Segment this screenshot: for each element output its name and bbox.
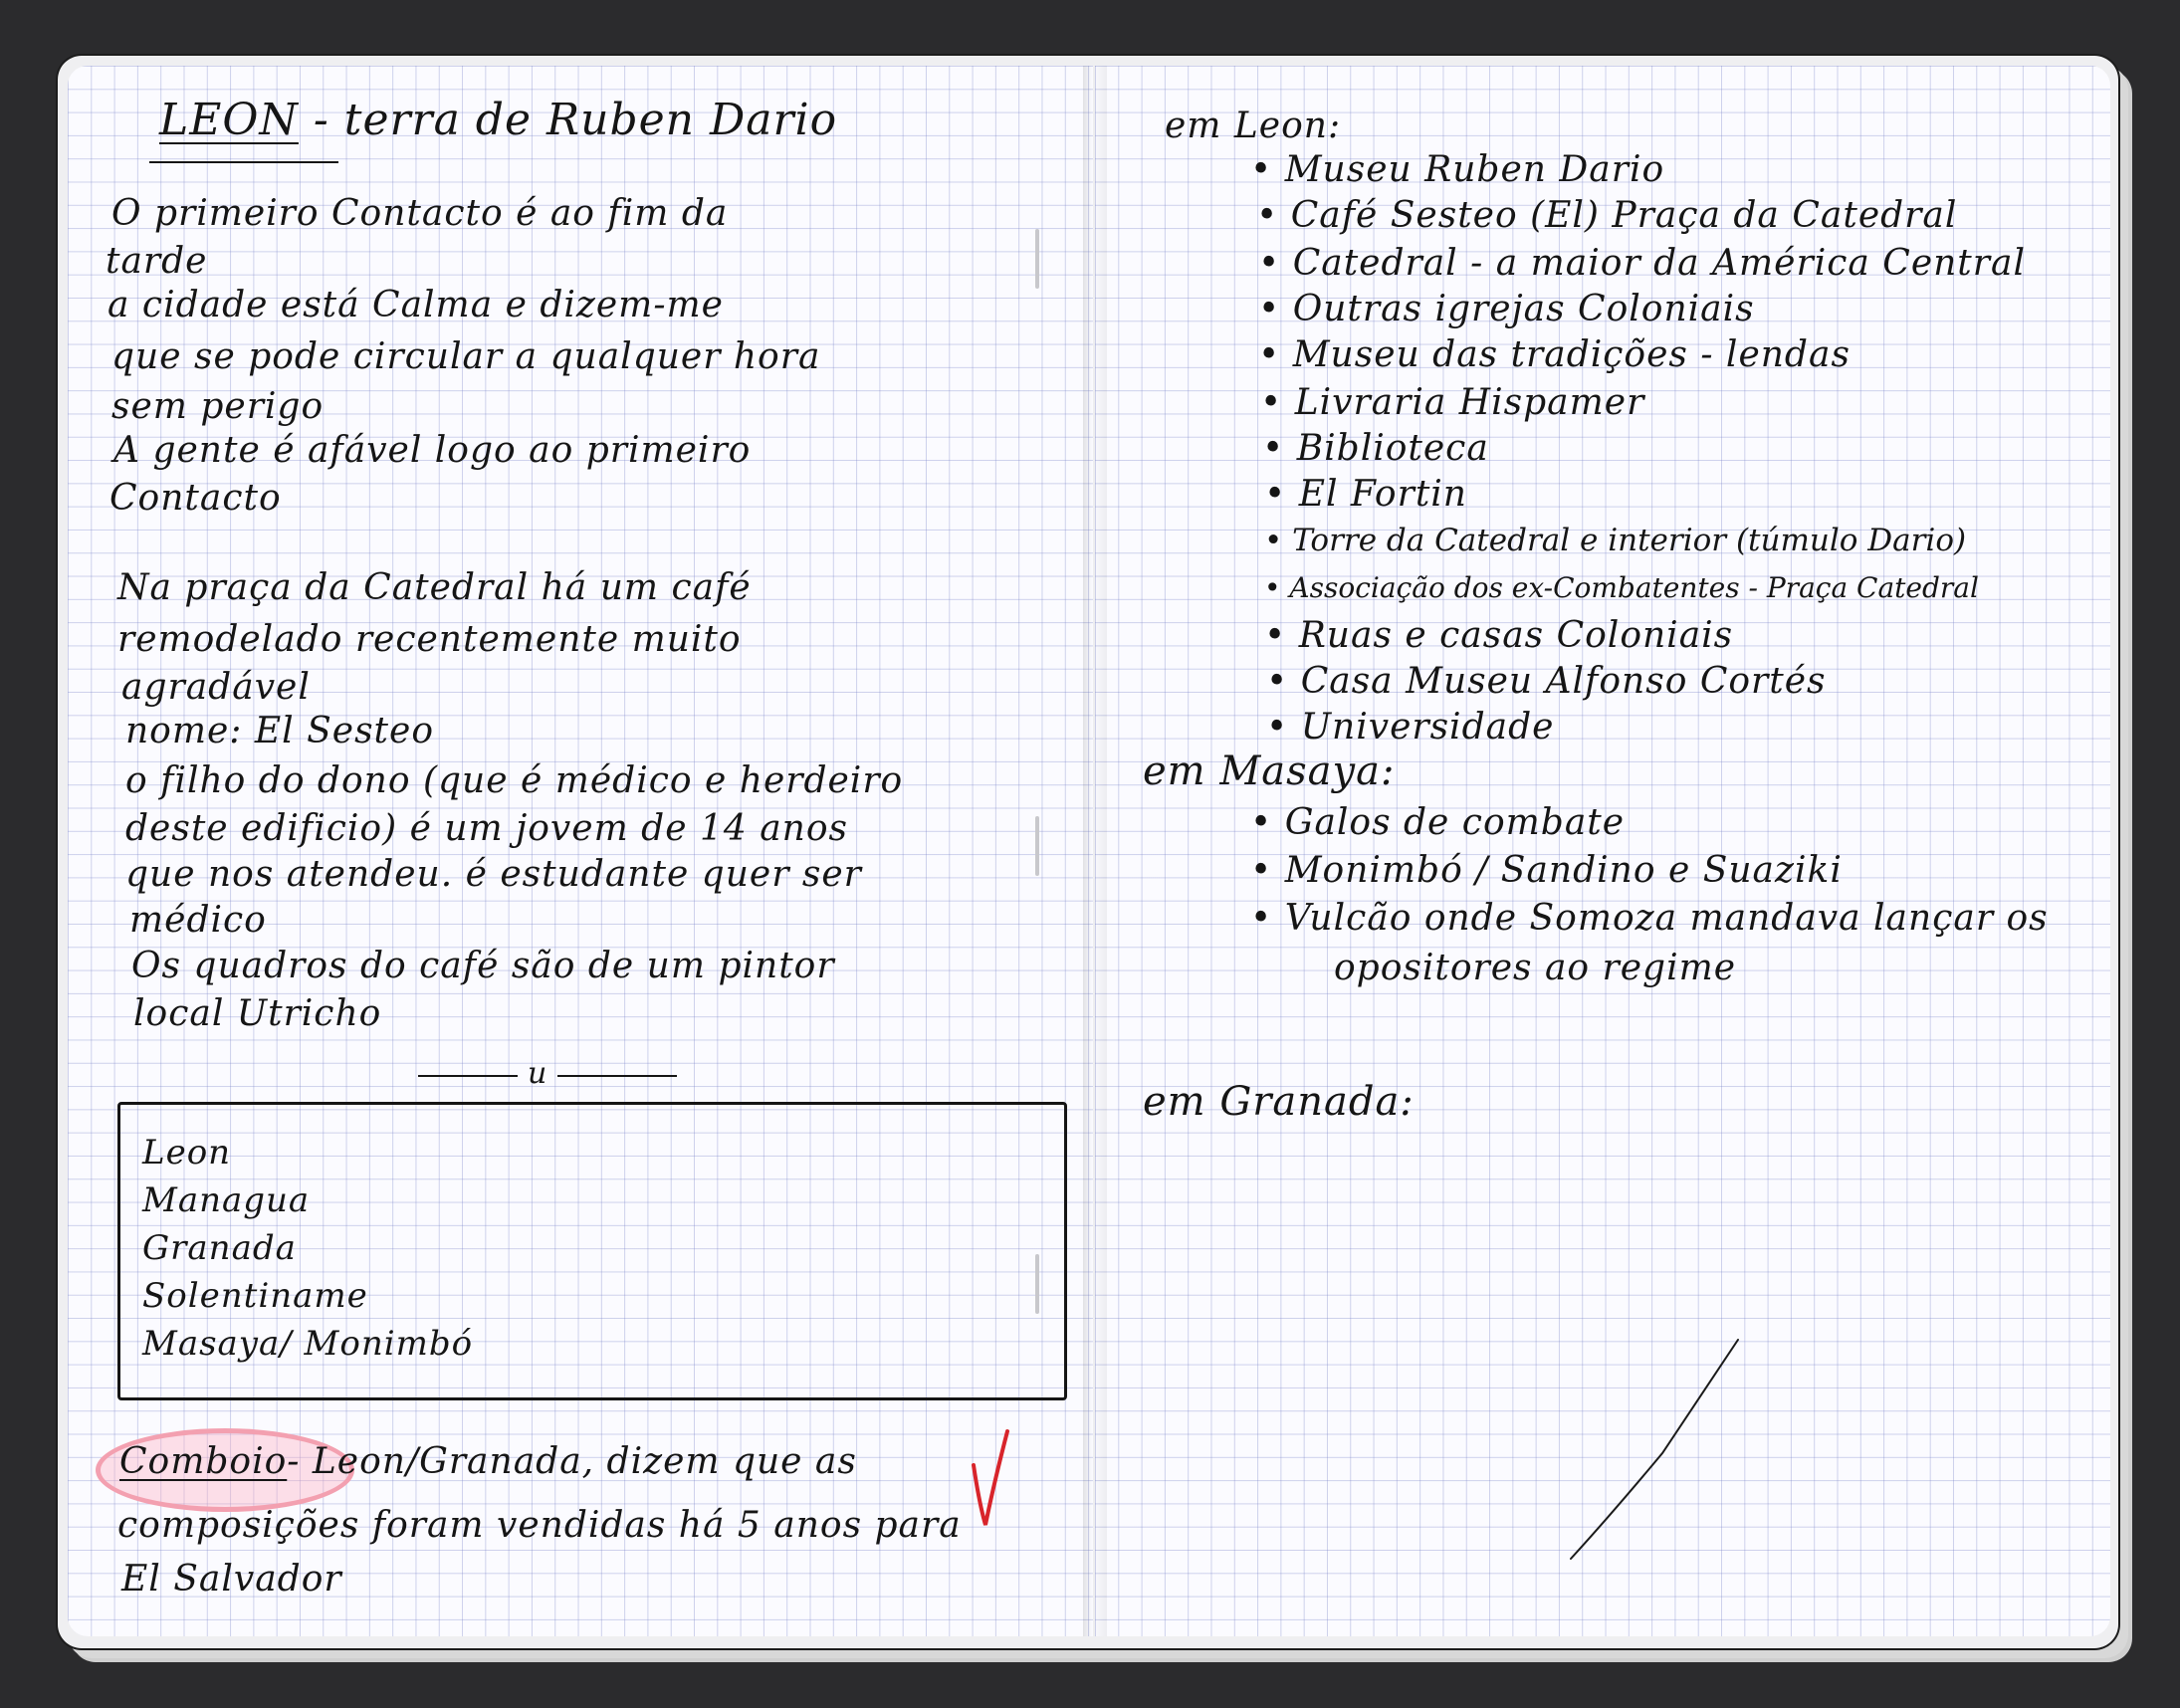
destination-item: Granada bbox=[142, 1228, 297, 1268]
leon-list-item: • Ruas e casas Coloniais bbox=[1264, 613, 1733, 659]
masaya-list-continuation: opositores ao regime bbox=[1334, 948, 1737, 988]
text-line: que nos atendeu. é estudante quer ser bbox=[125, 854, 862, 895]
text-line: deste edificio) é um jovem de 14 anos bbox=[125, 808, 848, 849]
text-line: Contacto bbox=[109, 478, 282, 519]
divider-mark: u bbox=[528, 1056, 548, 1091]
leon-list-item: • Café Sesteo (El) Praça da Catedral bbox=[1256, 193, 1957, 239]
leon-list-item: • Biblioteca bbox=[1262, 426, 1489, 472]
text-line: o filho do dono (que é médico e herdeiro bbox=[125, 760, 904, 801]
title-double-underline bbox=[149, 161, 338, 163]
masaya-heading: em Masaya: bbox=[1143, 748, 1396, 794]
binding-stitch bbox=[1035, 816, 1039, 876]
leon-list-item: • Livraria Hispamer bbox=[1260, 380, 1644, 426]
notebook-spine bbox=[1083, 66, 1107, 1636]
text-line: A gente é afável logo ao primeiro bbox=[113, 430, 752, 471]
destination-item: Leon bbox=[142, 1133, 232, 1173]
text-line: nome: El Sesteo bbox=[125, 711, 434, 751]
binding-stitch bbox=[1035, 229, 1039, 289]
text-line: composições foram vendidas há 5 anos para bbox=[117, 1505, 962, 1546]
text-line: agradável bbox=[121, 667, 311, 708]
destination-item: Solentiname bbox=[142, 1276, 368, 1316]
leon-list-item: • Catedral - a maior da América Central bbox=[1258, 241, 2026, 287]
page-title bbox=[159, 95, 838, 145]
leon-list-item: • Universidade bbox=[1266, 705, 1554, 750]
text-line: que se pode circular a qualquer hora bbox=[111, 336, 821, 377]
text-line: médico bbox=[129, 900, 267, 941]
text-line: remodelado recentemente muito bbox=[117, 619, 742, 660]
destination-item: Masaya/ Monimbó bbox=[142, 1324, 474, 1364]
comboio-word: Comboio bbox=[119, 1441, 288, 1482]
divider-line bbox=[418, 1075, 518, 1077]
masaya-list-item: • Monimbó / Sandino e Suaziki bbox=[1250, 848, 1843, 894]
leon-list-item: • Associação dos ex-Combatentes - Praça Catedral bbox=[1264, 565, 1979, 611]
title-subtitle: - terra de Ruben Dario bbox=[313, 95, 838, 145]
text-line: a cidade está Calma e dizem-me bbox=[108, 285, 724, 325]
title-place: LEON bbox=[159, 95, 299, 145]
leon-list-item: • Museu Ruben Dario bbox=[1250, 147, 1664, 193]
masaya-list-item: • Galos de combate bbox=[1250, 800, 1625, 846]
leon-list-item: • Outras igrejas Coloniais bbox=[1258, 287, 1755, 332]
granada-heading: em Granada: bbox=[1143, 1079, 1415, 1125]
text-line: sem perigo bbox=[111, 386, 325, 427]
text-line: El Salvador bbox=[121, 1559, 342, 1600]
text-line: O primeiro Contacto é ao fim da bbox=[111, 193, 729, 234]
leon-list-item: • Casa Museu Alfonso Cortés bbox=[1266, 659, 1827, 705]
destination-item: Managua bbox=[142, 1180, 311, 1220]
masaya-list-item: • Vulcão onde Somoza mandava lançar os bbox=[1250, 896, 2049, 942]
divider-line bbox=[557, 1075, 677, 1077]
train-note-line bbox=[119, 1439, 857, 1485]
text-line: local Utricho bbox=[133, 993, 382, 1034]
destinations-box bbox=[117, 1102, 1067, 1400]
leon-list-item: • Museu das tradições - lendas bbox=[1258, 332, 1851, 378]
red-checkmark bbox=[966, 1425, 1015, 1535]
train-note-text: - Leon/Granada, dizem que as bbox=[287, 1441, 857, 1482]
text-line: Na praça da Catedral há um café bbox=[117, 567, 752, 608]
stray-pen-stroke bbox=[1553, 1334, 1752, 1573]
text-line: Os quadros do café são de um pintor bbox=[131, 946, 835, 986]
leon-list-item: • El Fortin bbox=[1264, 472, 1467, 518]
leon-list-item: • Torre da Catedral e interior (túmulo Dario) bbox=[1264, 518, 1966, 563]
leon-heading: em Leon: bbox=[1165, 106, 1342, 146]
text-line: tarde bbox=[106, 241, 208, 282]
